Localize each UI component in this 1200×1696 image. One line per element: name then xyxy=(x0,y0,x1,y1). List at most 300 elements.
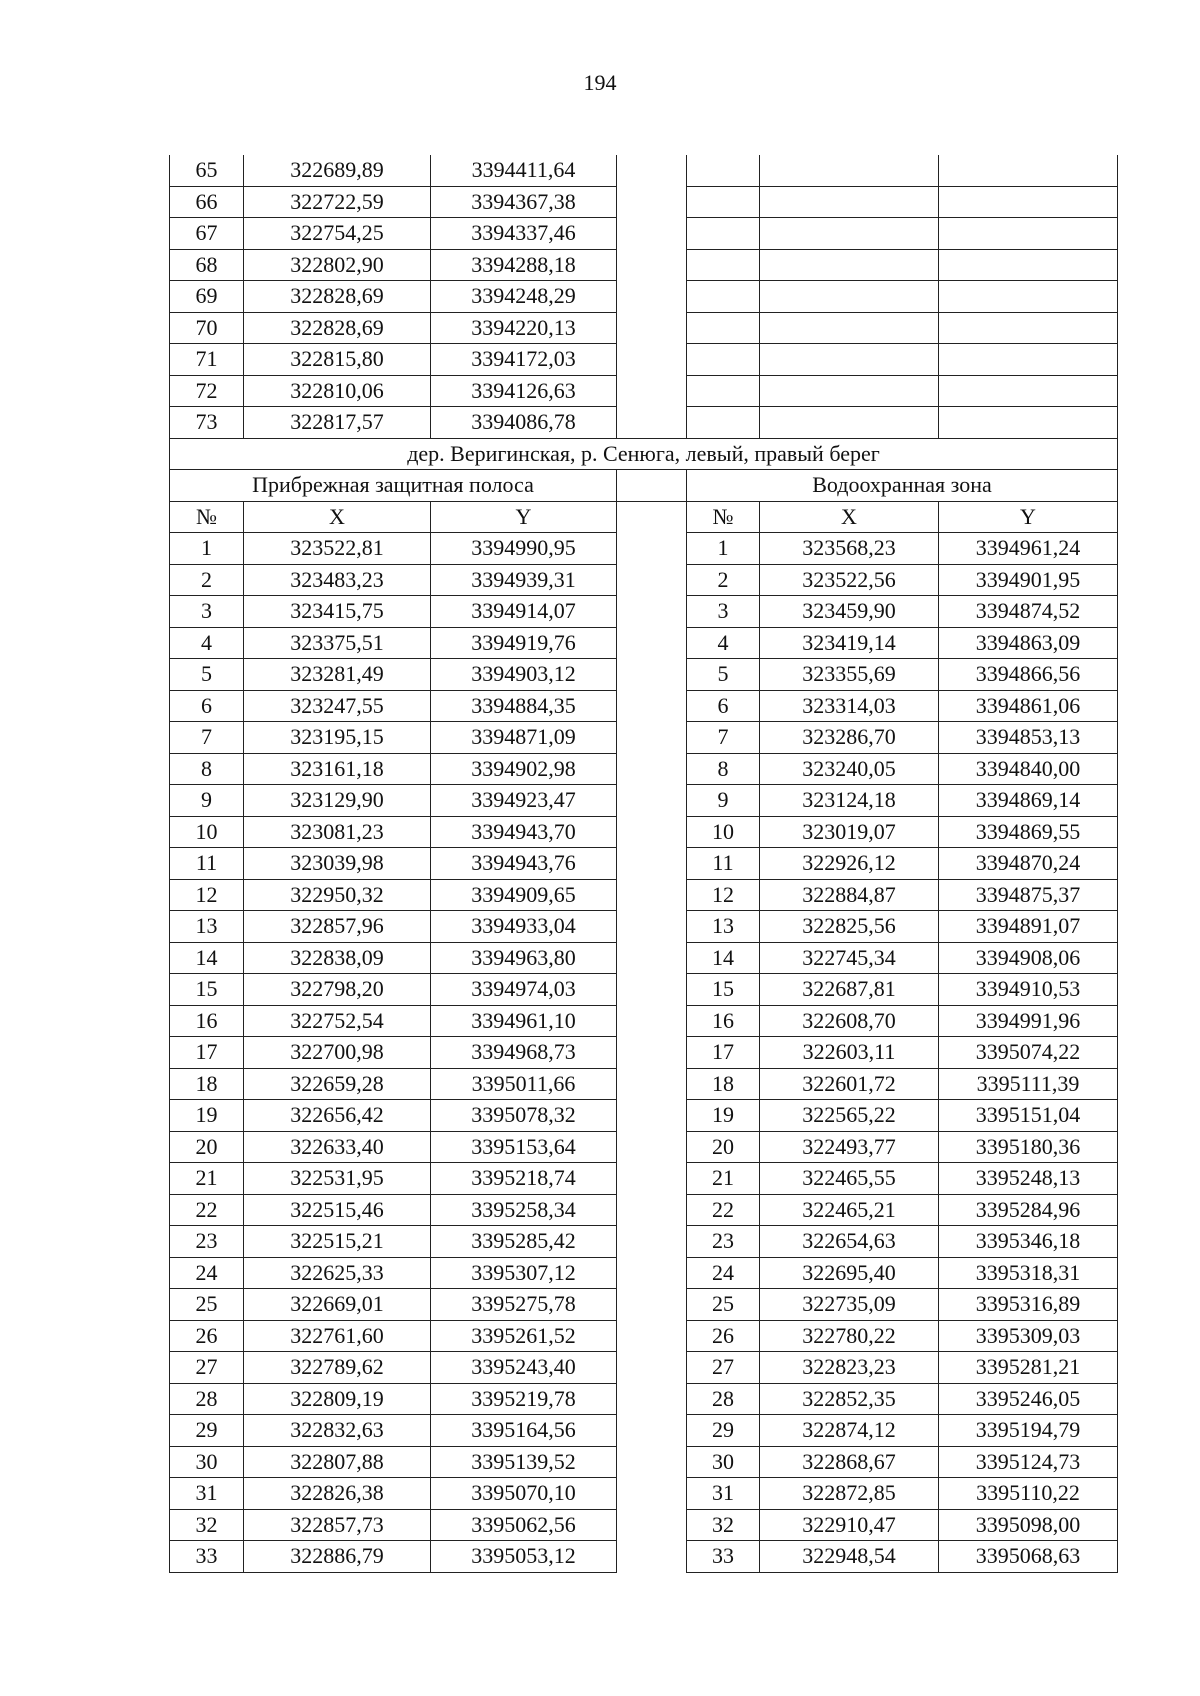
x-coordinate-cell: 322857,96 xyxy=(244,911,431,943)
column-gap xyxy=(617,1131,687,1163)
x-coordinate-cell: 322656,42 xyxy=(244,1100,431,1132)
column-gap xyxy=(617,753,687,785)
x-coordinate-cell: 322810,06 xyxy=(244,375,431,407)
point-number-cell: 7 xyxy=(170,722,244,754)
point-number-cell: 3 xyxy=(170,596,244,628)
x-coordinate-cell: 322826,38 xyxy=(244,1478,431,1510)
column-gap xyxy=(617,155,687,186)
table-row xyxy=(170,722,1118,754)
point-number-cell: 29 xyxy=(170,1415,244,1447)
empty-cell xyxy=(939,312,1118,344)
table-row xyxy=(170,1100,1118,1132)
column-gap xyxy=(617,1194,687,1226)
x-coordinate-cell: 322780,22 xyxy=(760,1320,939,1352)
table-row xyxy=(170,596,1118,628)
column-gap xyxy=(617,533,687,565)
point-number-cell: 1 xyxy=(170,533,244,565)
point-number-cell: 69 xyxy=(170,281,244,313)
point-number-cell: 27 xyxy=(170,1352,244,1384)
column-gap xyxy=(617,816,687,848)
x-coordinate-cell: 323129,90 xyxy=(244,785,431,817)
page-number: 194 xyxy=(583,70,617,95)
column-gap xyxy=(617,1478,687,1510)
column-gap xyxy=(617,1100,687,1132)
point-number-cell: 65 xyxy=(170,155,244,186)
x-coordinate-cell: 323568,23 xyxy=(760,533,939,565)
point-number-cell: 73 xyxy=(170,407,244,439)
y-coordinate-cell: 3394903,12 xyxy=(431,659,617,691)
column-header-x: X xyxy=(244,501,431,533)
column-gap xyxy=(617,942,687,974)
y-coordinate-cell: 3395098,00 xyxy=(939,1509,1118,1541)
y-coordinate-cell: 3394990,95 xyxy=(431,533,617,565)
section-title: дер. Веригинская, р. Сенюга, левый, правый берег xyxy=(170,438,1118,470)
table-row xyxy=(170,1509,1118,1541)
y-coordinate-cell: 3394910,53 xyxy=(939,974,1118,1006)
y-coordinate-cell: 3395062,56 xyxy=(431,1509,617,1541)
x-coordinate-cell: 322884,87 xyxy=(760,879,939,911)
point-number-cell: 20 xyxy=(687,1131,760,1163)
water-protection-zone-heading: Водоохранная зона xyxy=(687,470,1118,502)
column-header-number: № xyxy=(170,501,244,533)
x-coordinate-cell: 322825,56 xyxy=(760,911,939,943)
empty-cell xyxy=(687,186,760,218)
x-coordinate-cell: 323081,23 xyxy=(244,816,431,848)
x-coordinate-cell: 322857,73 xyxy=(244,1509,431,1541)
table-row xyxy=(170,1131,1118,1163)
y-coordinate-cell: 3395151,04 xyxy=(939,1100,1118,1132)
empty-cell xyxy=(687,281,760,313)
empty-cell xyxy=(687,249,760,281)
y-coordinate-cell: 3395285,42 xyxy=(431,1226,617,1258)
x-coordinate-cell: 322752,54 xyxy=(244,1005,431,1037)
y-coordinate-cell: 3394968,73 xyxy=(431,1037,617,1069)
empty-cell xyxy=(939,344,1118,376)
y-coordinate-cell: 3394863,09 xyxy=(939,627,1118,659)
y-coordinate-cell: 3395248,13 xyxy=(939,1163,1118,1195)
column-gap xyxy=(617,1509,687,1541)
x-coordinate-cell: 323459,90 xyxy=(760,596,939,628)
table-row xyxy=(170,1320,1118,1352)
y-coordinate-cell: 3394869,55 xyxy=(939,816,1118,848)
x-coordinate-cell: 322625,33 xyxy=(244,1257,431,1289)
y-coordinate-cell: 3395078,32 xyxy=(431,1100,617,1132)
y-coordinate-cell: 3395246,05 xyxy=(939,1383,1118,1415)
point-number-cell: 20 xyxy=(170,1131,244,1163)
point-number-cell: 1 xyxy=(687,533,760,565)
x-coordinate-cell: 322948,54 xyxy=(760,1541,939,1573)
x-coordinate-cell: 322689,89 xyxy=(244,155,431,186)
table-row xyxy=(170,1005,1118,1037)
x-coordinate-cell: 322465,21 xyxy=(760,1194,939,1226)
empty-cell xyxy=(760,186,939,218)
point-number-cell: 18 xyxy=(687,1068,760,1100)
column-gap xyxy=(617,281,687,313)
point-number-cell: 30 xyxy=(170,1446,244,1478)
point-number-cell: 17 xyxy=(170,1037,244,1069)
point-number-cell: 7 xyxy=(687,722,760,754)
column-gap xyxy=(617,1163,687,1195)
y-coordinate-cell: 3394901,95 xyxy=(939,564,1118,596)
x-coordinate-cell: 323483,23 xyxy=(244,564,431,596)
y-coordinate-cell: 3395194,79 xyxy=(939,1415,1118,1447)
x-coordinate-cell: 322659,28 xyxy=(244,1068,431,1100)
x-coordinate-cell: 322493,77 xyxy=(760,1131,939,1163)
empty-cell xyxy=(760,375,939,407)
point-number-cell: 67 xyxy=(170,218,244,250)
column-gap xyxy=(617,659,687,691)
y-coordinate-cell: 3394248,29 xyxy=(431,281,617,313)
point-number-cell: 11 xyxy=(170,848,244,880)
point-number-cell: 68 xyxy=(170,249,244,281)
x-coordinate-cell: 323019,07 xyxy=(760,816,939,848)
point-number-cell: 66 xyxy=(170,186,244,218)
y-coordinate-cell: 3395074,22 xyxy=(939,1037,1118,1069)
coordinates-table xyxy=(169,155,1118,1573)
table-row xyxy=(170,1226,1118,1258)
x-coordinate-cell: 322950,32 xyxy=(244,879,431,911)
table-row xyxy=(170,1257,1118,1289)
y-coordinate-cell: 3394086,78 xyxy=(431,407,617,439)
y-coordinate-cell: 3395180,36 xyxy=(939,1131,1118,1163)
x-coordinate-cell: 322789,62 xyxy=(244,1352,431,1384)
empty-cell xyxy=(687,218,760,250)
y-coordinate-cell: 3395053,12 xyxy=(431,1541,617,1573)
column-gap xyxy=(617,848,687,880)
point-number-cell: 31 xyxy=(170,1478,244,1510)
point-number-cell: 32 xyxy=(170,1509,244,1541)
y-coordinate-cell: 3394871,09 xyxy=(431,722,617,754)
y-coordinate-cell: 3394909,65 xyxy=(431,879,617,911)
table-row xyxy=(170,659,1118,691)
point-number-cell: 22 xyxy=(170,1194,244,1226)
x-coordinate-cell: 322565,22 xyxy=(760,1100,939,1132)
y-coordinate-cell: 3395284,96 xyxy=(939,1194,1118,1226)
x-coordinate-cell: 322608,70 xyxy=(760,1005,939,1037)
point-number-cell: 19 xyxy=(687,1100,760,1132)
x-coordinate-cell: 322735,09 xyxy=(760,1289,939,1321)
point-number-cell: 6 xyxy=(170,690,244,722)
table-row xyxy=(170,375,1118,407)
column-gap xyxy=(617,722,687,754)
y-coordinate-cell: 3395275,78 xyxy=(431,1289,617,1321)
y-coordinate-cell: 3394961,24 xyxy=(939,533,1118,565)
x-coordinate-cell: 323375,51 xyxy=(244,627,431,659)
point-number-cell: 4 xyxy=(170,627,244,659)
y-coordinate-cell: 3395318,31 xyxy=(939,1257,1118,1289)
y-coordinate-cell: 3394411,64 xyxy=(431,155,617,186)
point-number-cell: 28 xyxy=(170,1383,244,1415)
coordinates-table-body xyxy=(170,155,1118,1572)
column-gap xyxy=(617,407,687,439)
x-coordinate-cell: 323522,81 xyxy=(244,533,431,565)
column-gap xyxy=(617,1289,687,1321)
table-row xyxy=(170,1352,1118,1384)
y-coordinate-cell: 3394126,63 xyxy=(431,375,617,407)
y-coordinate-cell: 3394288,18 xyxy=(431,249,617,281)
column-gap xyxy=(617,627,687,659)
table-row xyxy=(170,627,1118,659)
point-number-cell: 25 xyxy=(170,1289,244,1321)
y-coordinate-cell: 3395316,89 xyxy=(939,1289,1118,1321)
column-gap xyxy=(617,312,687,344)
column-gap xyxy=(617,1320,687,1352)
table-row xyxy=(170,1194,1118,1226)
point-number-cell: 18 xyxy=(170,1068,244,1100)
point-number-cell: 8 xyxy=(170,753,244,785)
table-row xyxy=(170,690,1118,722)
x-coordinate-cell: 322926,12 xyxy=(760,848,939,880)
y-coordinate-cell: 3395258,34 xyxy=(431,1194,617,1226)
y-coordinate-cell: 3394923,47 xyxy=(431,785,617,817)
y-coordinate-cell: 3395218,74 xyxy=(431,1163,617,1195)
column-header-y: Y xyxy=(939,501,1118,533)
empty-cell xyxy=(687,312,760,344)
point-number-cell: 19 xyxy=(170,1100,244,1132)
x-coordinate-cell: 322531,95 xyxy=(244,1163,431,1195)
empty-cell xyxy=(687,155,760,186)
point-number-cell: 16 xyxy=(170,1005,244,1037)
y-coordinate-cell: 3394891,07 xyxy=(939,911,1118,943)
column-gap xyxy=(617,785,687,817)
x-coordinate-cell: 322669,01 xyxy=(244,1289,431,1321)
x-coordinate-cell: 323124,18 xyxy=(760,785,939,817)
y-coordinate-cell: 3395219,78 xyxy=(431,1383,617,1415)
empty-cell xyxy=(687,407,760,439)
y-coordinate-cell: 3395346,18 xyxy=(939,1226,1118,1258)
x-coordinate-cell: 322633,40 xyxy=(244,1131,431,1163)
x-coordinate-cell: 323195,15 xyxy=(244,722,431,754)
y-coordinate-cell: 3395111,39 xyxy=(939,1068,1118,1100)
x-coordinate-cell: 323522,56 xyxy=(760,564,939,596)
table-row xyxy=(170,533,1118,565)
point-number-cell: 23 xyxy=(687,1226,760,1258)
point-number-cell: 27 xyxy=(687,1352,760,1384)
y-coordinate-cell: 3395153,64 xyxy=(431,1131,617,1163)
x-coordinate-cell: 323419,14 xyxy=(760,627,939,659)
empty-cell xyxy=(760,344,939,376)
table-row xyxy=(170,344,1118,376)
column-gap xyxy=(617,1257,687,1289)
point-number-cell: 4 xyxy=(687,627,760,659)
point-number-cell: 13 xyxy=(170,911,244,943)
point-number-cell: 29 xyxy=(687,1415,760,1447)
x-coordinate-cell: 322798,20 xyxy=(244,974,431,1006)
y-coordinate-cell: 3394974,03 xyxy=(431,974,617,1006)
column-gap xyxy=(617,1446,687,1478)
empty-cell xyxy=(939,186,1118,218)
y-coordinate-cell: 3394963,80 xyxy=(431,942,617,974)
x-coordinate-cell: 322722,59 xyxy=(244,186,431,218)
y-coordinate-cell: 3395068,63 xyxy=(939,1541,1118,1573)
column-gap xyxy=(617,1352,687,1384)
point-number-cell: 2 xyxy=(170,564,244,596)
table-row xyxy=(170,1446,1118,1478)
table-row xyxy=(170,1037,1118,1069)
x-coordinate-cell: 322868,67 xyxy=(760,1446,939,1478)
table-row xyxy=(170,753,1118,785)
x-coordinate-cell: 323415,75 xyxy=(244,596,431,628)
y-coordinate-cell: 3394861,06 xyxy=(939,690,1118,722)
table-row xyxy=(170,816,1118,848)
point-number-cell: 14 xyxy=(687,942,760,974)
point-number-cell: 3 xyxy=(687,596,760,628)
point-number-cell: 6 xyxy=(687,690,760,722)
y-coordinate-cell: 3394172,03 xyxy=(431,344,617,376)
x-coordinate-cell: 322601,72 xyxy=(760,1068,939,1100)
x-coordinate-cell: 323286,70 xyxy=(760,722,939,754)
y-coordinate-cell: 3394933,04 xyxy=(431,911,617,943)
point-number-cell: 15 xyxy=(170,974,244,1006)
empty-cell xyxy=(939,155,1118,186)
y-coordinate-cell: 3394914,07 xyxy=(431,596,617,628)
y-coordinate-cell: 3395243,40 xyxy=(431,1352,617,1384)
point-number-cell: 14 xyxy=(170,942,244,974)
point-number-cell: 9 xyxy=(170,785,244,817)
column-gap xyxy=(617,690,687,722)
x-coordinate-cell: 323355,69 xyxy=(760,659,939,691)
table-row xyxy=(170,155,1118,186)
x-coordinate-cell: 322838,09 xyxy=(244,942,431,974)
point-number-cell: 9 xyxy=(687,785,760,817)
x-coordinate-cell: 322802,90 xyxy=(244,249,431,281)
point-number-cell: 5 xyxy=(687,659,760,691)
x-coordinate-cell: 322828,69 xyxy=(244,281,431,313)
column-gap xyxy=(617,344,687,376)
x-coordinate-cell: 323281,49 xyxy=(244,659,431,691)
x-coordinate-cell: 322515,21 xyxy=(244,1226,431,1258)
column-gap xyxy=(617,879,687,911)
x-coordinate-cell: 322874,12 xyxy=(760,1415,939,1447)
table-row xyxy=(170,1383,1118,1415)
y-coordinate-cell: 3394220,13 xyxy=(431,312,617,344)
empty-cell xyxy=(760,218,939,250)
empty-cell xyxy=(687,344,760,376)
point-number-cell: 16 xyxy=(687,1005,760,1037)
table-row xyxy=(170,218,1118,250)
y-coordinate-cell: 3395139,52 xyxy=(431,1446,617,1478)
point-number-cell: 21 xyxy=(687,1163,760,1195)
table-row xyxy=(170,1289,1118,1321)
point-number-cell: 17 xyxy=(687,1037,760,1069)
table-row xyxy=(170,1068,1118,1100)
table-row xyxy=(170,879,1118,911)
column-gap xyxy=(617,564,687,596)
empty-cell xyxy=(939,407,1118,439)
x-coordinate-cell: 323039,98 xyxy=(244,848,431,880)
table-row xyxy=(170,1541,1118,1573)
x-coordinate-cell: 323240,05 xyxy=(760,753,939,785)
y-coordinate-cell: 3394866,56 xyxy=(939,659,1118,691)
x-coordinate-cell: 322809,19 xyxy=(244,1383,431,1415)
x-coordinate-cell: 322817,57 xyxy=(244,407,431,439)
column-gap xyxy=(617,1005,687,1037)
x-coordinate-cell: 323247,55 xyxy=(244,690,431,722)
empty-cell xyxy=(760,281,939,313)
y-coordinate-cell: 3395124,73 xyxy=(939,1446,1118,1478)
point-number-cell: 28 xyxy=(687,1383,760,1415)
column-gap xyxy=(617,974,687,1006)
point-number-cell: 12 xyxy=(170,879,244,911)
y-coordinate-cell: 3394875,37 xyxy=(939,879,1118,911)
x-coordinate-cell: 323314,03 xyxy=(760,690,939,722)
table-row xyxy=(170,281,1118,313)
y-coordinate-cell: 3395281,21 xyxy=(939,1352,1118,1384)
section-title-row xyxy=(170,438,1118,470)
column-gap xyxy=(617,1037,687,1069)
y-coordinate-cell: 3394870,24 xyxy=(939,848,1118,880)
column-gap xyxy=(617,911,687,943)
column-gap xyxy=(617,249,687,281)
y-coordinate-cell: 3394919,76 xyxy=(431,627,617,659)
y-coordinate-cell: 3395261,52 xyxy=(431,1320,617,1352)
y-coordinate-cell: 3394902,98 xyxy=(431,753,617,785)
y-coordinate-cell: 3394853,13 xyxy=(939,722,1118,754)
point-number-cell: 24 xyxy=(687,1257,760,1289)
table-row xyxy=(170,312,1118,344)
table-row xyxy=(170,249,1118,281)
table-row xyxy=(170,1478,1118,1510)
y-coordinate-cell: 3394939,31 xyxy=(431,564,617,596)
y-coordinate-cell: 3394943,70 xyxy=(431,816,617,848)
empty-cell xyxy=(687,375,760,407)
y-coordinate-cell: 3395307,12 xyxy=(431,1257,617,1289)
x-coordinate-cell: 322687,81 xyxy=(760,974,939,1006)
point-number-cell: 13 xyxy=(687,911,760,943)
column-gap xyxy=(617,596,687,628)
point-number-cell: 22 xyxy=(687,1194,760,1226)
point-number-cell: 8 xyxy=(687,753,760,785)
y-coordinate-cell: 3394908,06 xyxy=(939,942,1118,974)
column-header-y: Y xyxy=(431,501,617,533)
x-coordinate-cell: 322754,25 xyxy=(244,218,431,250)
y-coordinate-cell: 3395309,03 xyxy=(939,1320,1118,1352)
point-number-cell: 10 xyxy=(170,816,244,848)
y-coordinate-cell: 3394840,00 xyxy=(939,753,1118,785)
table-row xyxy=(170,848,1118,880)
x-coordinate-cell: 322823,23 xyxy=(760,1352,939,1384)
column-gap xyxy=(617,501,687,533)
column-gap xyxy=(617,1541,687,1573)
point-number-cell: 15 xyxy=(687,974,760,1006)
x-coordinate-cell: 322852,35 xyxy=(760,1383,939,1415)
y-coordinate-cell: 3394869,14 xyxy=(939,785,1118,817)
table-row xyxy=(170,1163,1118,1195)
x-coordinate-cell: 322815,80 xyxy=(244,344,431,376)
x-coordinate-cell: 322886,79 xyxy=(244,1541,431,1573)
y-coordinate-cell: 3394874,52 xyxy=(939,596,1118,628)
point-number-cell: 72 xyxy=(170,375,244,407)
x-coordinate-cell: 322700,98 xyxy=(244,1037,431,1069)
empty-cell xyxy=(939,375,1118,407)
y-coordinate-cell: 3394943,76 xyxy=(431,848,617,880)
x-coordinate-cell: 322807,88 xyxy=(244,1446,431,1478)
y-coordinate-cell: 3394367,38 xyxy=(431,186,617,218)
table-row xyxy=(170,1415,1118,1447)
x-coordinate-cell: 322910,47 xyxy=(760,1509,939,1541)
empty-cell xyxy=(939,281,1118,313)
empty-cell xyxy=(760,407,939,439)
point-number-cell: 26 xyxy=(170,1320,244,1352)
empty-cell xyxy=(760,249,939,281)
x-coordinate-cell: 322745,34 xyxy=(760,942,939,974)
empty-cell xyxy=(939,249,1118,281)
point-number-cell: 21 xyxy=(170,1163,244,1195)
column-gap xyxy=(617,1383,687,1415)
empty-cell xyxy=(760,155,939,186)
point-number-cell: 31 xyxy=(687,1478,760,1510)
table-row xyxy=(170,911,1118,943)
